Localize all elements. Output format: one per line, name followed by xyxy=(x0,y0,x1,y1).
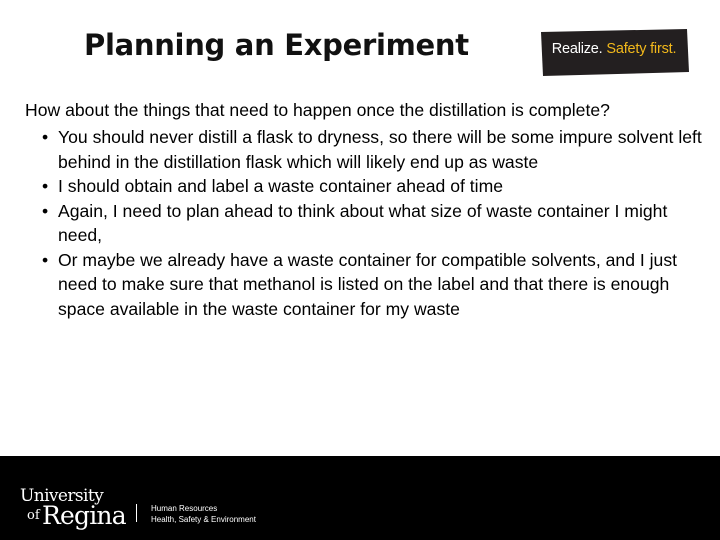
department-line-1: Human Resources xyxy=(151,504,218,513)
logo-regina-text: Regina xyxy=(42,501,126,530)
intro-text: How about the things that need to happen once the distillation is complete? xyxy=(25,100,610,120)
department-label xyxy=(151,503,256,525)
bullet-item xyxy=(42,125,702,174)
department-line-2: Health, Safety & Environment xyxy=(151,515,256,524)
university-logo xyxy=(20,486,130,532)
bullet-list xyxy=(42,125,702,321)
bullet-item xyxy=(42,248,702,322)
footer-bar xyxy=(0,456,720,540)
bullet-text: You should never distill a flask to dryness, so there will be some impure solvent left behind in the distillation flask which will likely end up as waste xyxy=(58,127,702,172)
bullet-marker: • xyxy=(42,176,49,196)
logo-university-text: University xyxy=(20,486,104,506)
bullet-item xyxy=(42,174,702,199)
bullet-marker: • xyxy=(42,249,49,270)
slide-title: Planning an Experiment xyxy=(84,28,469,62)
bullet-item xyxy=(42,199,702,248)
logo-of-text: of xyxy=(27,508,40,523)
bullet-text: Or maybe we already have a waste container for compatible solvents, and I just need to make sure that methanol is listed on the label and that there is enough space available in the waste container for my waste xyxy=(58,249,678,319)
footer-divider xyxy=(136,504,137,522)
bullet-text: Again, I need to plan ahead to think about what size of waste container I might need, xyxy=(58,200,668,245)
badge-text-realize: Realize. xyxy=(551,41,603,57)
bullet-marker: • xyxy=(42,200,49,221)
safety-badge xyxy=(538,28,690,78)
badge-text-safety-first: Safety first. xyxy=(606,41,677,57)
bullet-text: I should obtain and label a waste container ahead of time xyxy=(58,176,504,196)
bullet-marker: • xyxy=(42,127,49,147)
